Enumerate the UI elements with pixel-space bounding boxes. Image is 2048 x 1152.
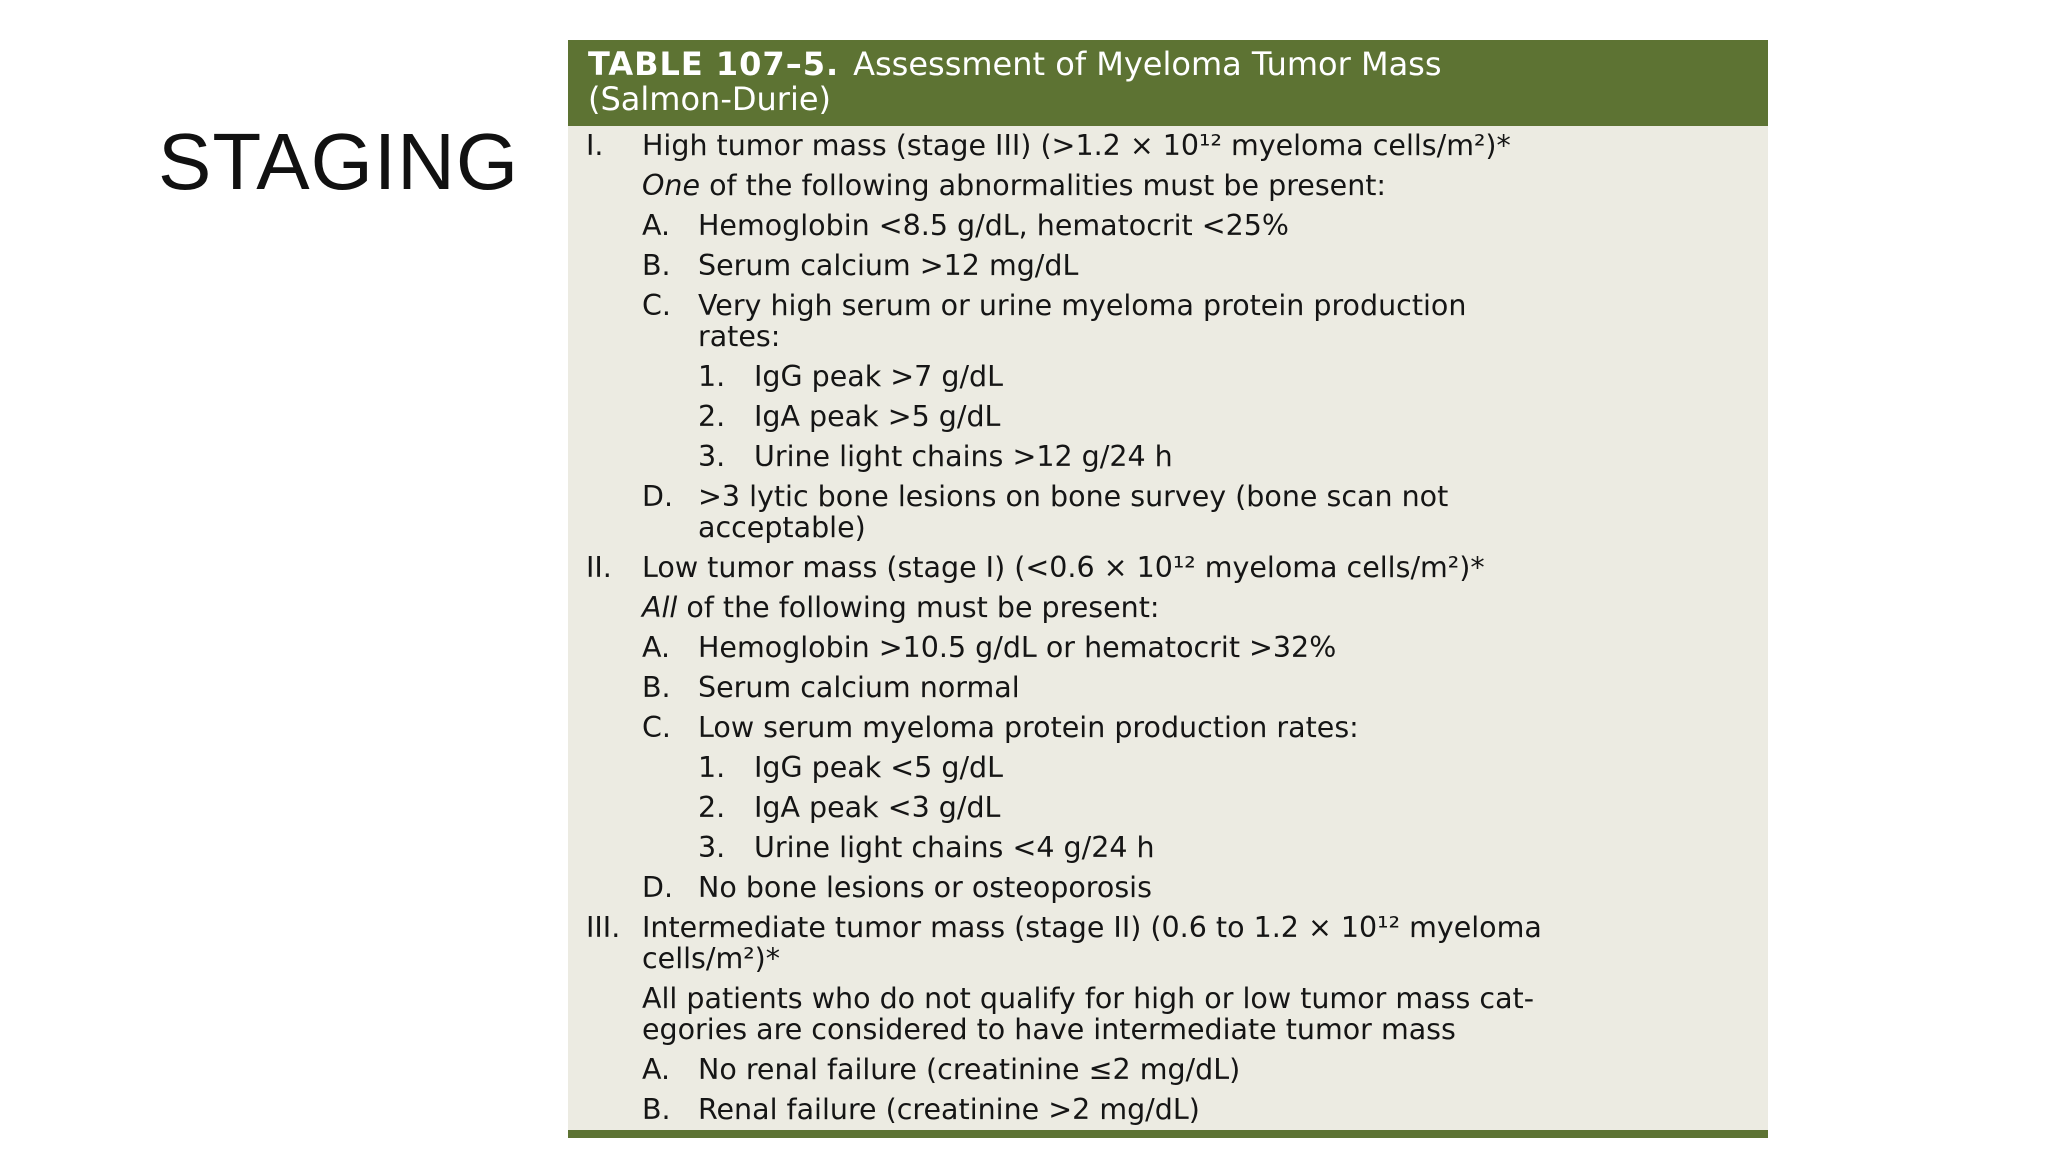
table-title-line-2: (Salmon-Durie) xyxy=(588,80,832,118)
section-heading: Low tumor mass (stage I) (<0.6 × 10¹² myeloma cells/m²)* xyxy=(642,551,1485,584)
item-text: No bone lesions or osteoporosis xyxy=(698,871,1152,904)
item-letter: D. xyxy=(642,871,674,904)
item-number: 3. xyxy=(698,831,726,864)
table-title-line-1 xyxy=(588,47,1750,82)
section-3-item-b xyxy=(586,1094,1750,1125)
intro-line-2: egories are considered to have intermediate tumor mass xyxy=(642,1013,1456,1046)
section-3-item-a xyxy=(586,1054,1750,1085)
item-text-line-2: acceptable) xyxy=(698,511,866,544)
section-1-item-c2 xyxy=(586,401,1750,432)
staging-table xyxy=(568,40,1768,1138)
intro-text: of the following must be present: xyxy=(677,591,1160,624)
item-text: IgG peak <5 g/dL xyxy=(754,751,1004,784)
item-letter: D. xyxy=(642,480,674,513)
item-number: 2. xyxy=(698,791,726,824)
section-2-intro xyxy=(586,592,1750,623)
item-letter: A. xyxy=(642,631,671,664)
intro-text xyxy=(642,983,1750,1045)
section-1-intro xyxy=(586,170,1750,201)
item-text-line-1: >3 lytic bone lesions on bone survey (bone scan not xyxy=(698,480,1449,513)
section-1-item-c1 xyxy=(586,361,1750,392)
intro-emphasis: All xyxy=(642,591,678,624)
section-1-item-a xyxy=(586,210,1750,241)
item-letter: B. xyxy=(642,249,671,282)
item-text xyxy=(698,290,1750,352)
table-header xyxy=(568,40,1768,126)
table-body xyxy=(568,126,1768,1125)
item-text: Renal failure (creatinine >2 mg/dL) xyxy=(698,1093,1200,1126)
item-letter: B. xyxy=(642,671,671,704)
section-heading-line-2: cells/m²)* xyxy=(642,942,781,975)
item-text: Hemoglobin <8.5 g/dL, hematocrit <25% xyxy=(698,209,1289,242)
item-text: Serum calcium normal xyxy=(698,671,1020,704)
section-2-item-c3 xyxy=(586,832,1750,863)
item-text: IgA peak >5 g/dL xyxy=(754,400,1001,433)
item-text: IgA peak <3 g/dL xyxy=(754,791,1001,824)
item-text: Low serum myeloma protein production rates: xyxy=(698,711,1359,744)
section-heading: High tumor mass (stage III) (>1.2 × 10¹² myeloma cells/m²)* xyxy=(642,129,1511,162)
slide-title: STAGING xyxy=(158,117,520,206)
section-number: III. xyxy=(586,911,621,944)
intro-text: of the following abnormalities must be present: xyxy=(700,169,1387,202)
item-text-line-1: Very high serum or urine myeloma protein production xyxy=(698,289,1467,322)
item-text: Serum calcium >12 mg/dL xyxy=(698,249,1079,282)
section-1-item-c3 xyxy=(586,441,1750,472)
item-text: Hemoglobin >10.5 g/dL or hematocrit >32% xyxy=(698,631,1337,664)
section-2-heading xyxy=(586,552,1750,583)
item-text: Urine light chains <4 g/24 h xyxy=(754,831,1155,864)
item-number: 1. xyxy=(698,360,726,393)
section-number: I. xyxy=(586,129,604,162)
section-1-item-d xyxy=(586,481,1750,543)
item-number: 2. xyxy=(698,400,726,433)
table-title: Assessment of Myeloma Tumor Mass xyxy=(853,45,1442,83)
section-2-item-a xyxy=(586,632,1750,663)
section-2-item-c2 xyxy=(586,792,1750,823)
item-text: Urine light chains >12 g/24 h xyxy=(754,440,1173,473)
intro-emphasis: One xyxy=(642,169,701,202)
section-2-item-d xyxy=(586,872,1750,903)
section-number: II. xyxy=(586,551,612,584)
section-3-heading xyxy=(586,912,1750,974)
item-text-line-2: rates: xyxy=(698,320,781,353)
intro-line-1: All patients who do not qualify for high or low tumor mass cat- xyxy=(642,982,1534,1015)
item-text xyxy=(698,481,1750,543)
item-letter: C. xyxy=(642,289,671,322)
item-number: 3. xyxy=(698,440,726,473)
section-1-item-b xyxy=(586,250,1750,281)
section-heading xyxy=(642,912,1750,974)
section-2-item-c1 xyxy=(586,752,1750,783)
item-text: IgG peak >7 g/dL xyxy=(754,360,1004,393)
section-1-heading xyxy=(586,130,1750,161)
section-2-item-c xyxy=(586,712,1750,743)
table-label: TABLE 107–5. xyxy=(588,45,840,83)
item-number: 1. xyxy=(698,751,726,784)
section-heading-line-1: Intermediate tumor mass (stage II) (0.6 to 1.2 × 10¹² myeloma xyxy=(642,911,1542,944)
section-3-intro xyxy=(586,983,1750,1045)
item-text: No renal failure (creatinine ≤2 mg/dL) xyxy=(698,1053,1241,1086)
item-letter: B. xyxy=(642,1093,671,1126)
item-letter: C. xyxy=(642,711,671,744)
item-letter: A. xyxy=(642,1053,671,1086)
section-1-item-c xyxy=(586,290,1750,352)
item-letter: A. xyxy=(642,209,671,242)
section-2-item-b xyxy=(586,672,1750,703)
